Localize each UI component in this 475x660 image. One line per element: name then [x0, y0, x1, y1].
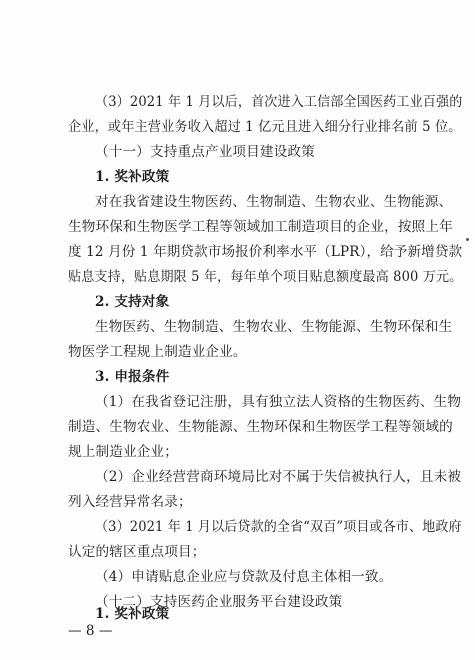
scan-speck	[466, 238, 469, 241]
paragraph-line: （2）企业经营营商环境局比对不属于失信被执行人，且未被	[95, 469, 462, 485]
paragraph-line: （3）2021 年 1 月以后贷款的全省“双百”项目或各市、地政府	[95, 519, 462, 535]
paragraph-line: （1）在我省登记注册，具有独立法人资格的生物医药、生物	[95, 394, 462, 410]
paragraph-line: 生物医药、生物制造、生物农业、生物能源、生物环保和生	[95, 319, 453, 335]
paragraph-line: 列入经营异常名录；	[68, 494, 192, 510]
paragraph-line: 对在我省建设生物医药、生物制造、生物农业、生物能源、	[95, 194, 453, 210]
paragraph-line: 生物环保和生物医学工程等领域加工制造项目的企业，按照上年	[68, 219, 453, 235]
section-heading: （十二）支持医药企业服务平台建设政策	[95, 594, 343, 610]
paragraph-line: 制造、生物农业、生物能源、生物环保和生物医学工程等领域的	[68, 419, 453, 435]
paragraph-line: 贴息支持，贴息期限 5 年，每年单个项目贴息额度最高 800 万元。	[68, 269, 463, 285]
subsection-heading: 2. 支持对象	[95, 294, 170, 310]
subsection-heading: 1. 奖补政策	[95, 606, 170, 622]
section-heading: （十一）支持重点产业项目建设政策	[95, 144, 315, 160]
subsection-heading: 1. 奖补政策	[95, 169, 170, 185]
paragraph-line: 规上制造业企业；	[68, 444, 178, 460]
paragraph-line: （3）2021 年 1 月以后，首次进入工信部全国医药工业百强的	[95, 94, 463, 110]
page-number: — 8 —	[68, 623, 113, 639]
paragraph-line: 度 12 月份 1 年期贷款市场报价利率水平（LPR），给予新增贷款	[68, 244, 463, 260]
paragraph-line: 企业，或年主营业务收入超过 1 亿元且进入细分行业排名前 5 位。	[68, 119, 462, 135]
paragraph-line: 认定的辖区重点项目；	[68, 544, 206, 560]
paragraph-line: 物医学工程规上制造业企业。	[68, 344, 247, 360]
subsection-heading: 3. 申报条件	[95, 369, 170, 385]
paragraph-line: （4）申请贴息企业应与贷款及付息主体相一致。	[95, 569, 393, 585]
